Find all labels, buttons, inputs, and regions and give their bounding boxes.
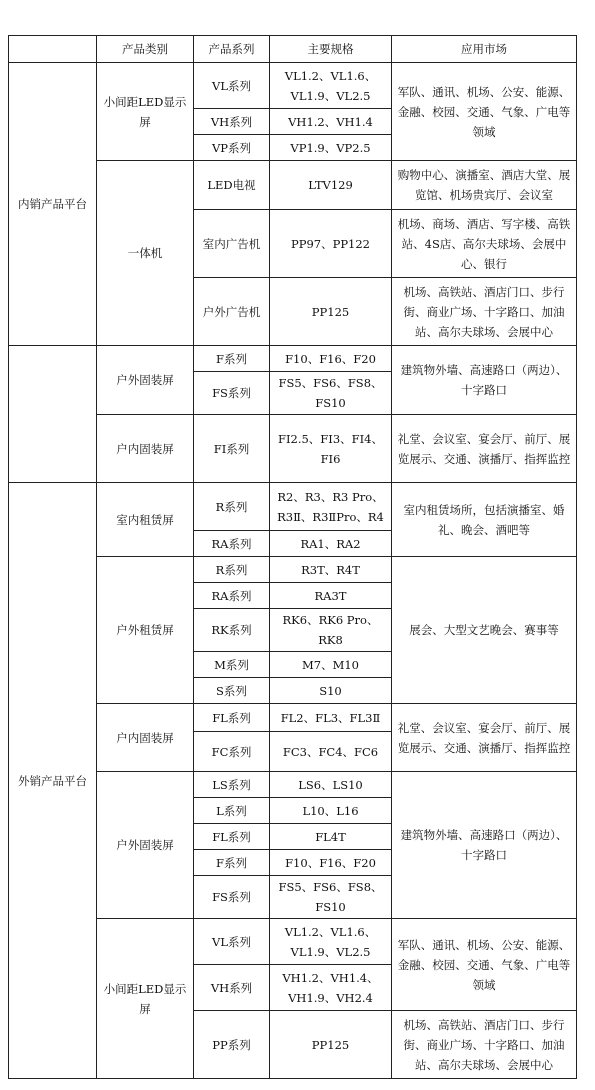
spec-cell: VL1.2、VL1.6、VL1.9、VL2.5 [270,63,392,109]
spec-cell: L10、L16 [270,798,392,824]
header-category: 产品类别 [97,36,194,63]
market-cell: 军队、通讯、机场、公安、能源、金融、校园、交通、气象、广电等领域 [392,919,577,1011]
market-cell: 机场、高铁站、酒店门口、步行街、商业广场、十字路口、加油站、高尔夫球场、会展中心 [392,278,577,346]
spec-cell: RA3T [270,583,392,609]
spec-cell: R2、R3、R3 Pro、R3Ⅱ、R3ⅡPro、R4 [270,483,392,531]
series-cell: L系列 [194,798,270,824]
table-row [9,63,577,109]
series-cell: VH系列 [194,109,270,135]
category-cell: 小间距LED显示屏 [97,919,194,1079]
spec-cell: LS6、LS10 [270,772,392,798]
series-cell: F系列 [194,850,270,876]
table-row [9,483,577,531]
market-cell: 室内租赁场所，包括演播室、婚礼、晚会、酒吧等 [392,483,577,557]
spec-cell: FS5、FS6、FS8、FS10 [270,876,392,919]
product-table [8,35,577,1079]
category-cell: 一体机 [97,161,194,346]
spec-cell: F10、F16、F20 [270,850,392,876]
header-platform [9,36,97,63]
spec-cell: LTV129 [270,161,392,210]
series-cell: LED电视 [194,161,270,210]
spec-cell: M7、M10 [270,652,392,678]
series-cell: LS系列 [194,772,270,798]
spec-cell: RA1、RA2 [270,531,392,557]
series-cell: VP系列 [194,135,270,161]
series-cell: 户外广告机 [194,278,270,346]
spec-cell: PP125 [270,1011,392,1079]
series-cell: S系列 [194,678,270,704]
spec-cell: FC3、FC4、FC6 [270,732,392,772]
series-cell: VL系列 [194,63,270,109]
category-cell: 户外固装屏 [97,772,194,919]
series-cell: R系列 [194,483,270,531]
spec-cell: PP97、PP122 [270,210,392,278]
spec-cell: S10 [270,678,392,704]
category-cell: 室内租赁屏 [97,483,194,557]
category-cell: 户外租赁屏 [97,557,194,704]
series-cell: FL系列 [194,824,270,850]
series-cell: FI系列 [194,415,270,483]
series-cell: R系列 [194,557,270,583]
table-row [9,346,577,372]
market-cell: 军队、通讯、机场、公安、能源、金融、校园、交通、气象、广电等领域 [392,63,577,161]
series-cell: 室内广告机 [194,210,270,278]
series-cell: FS系列 [194,876,270,919]
category-cell: 户外固装屏 [97,346,194,415]
series-cell: PP系列 [194,1011,270,1079]
platform-cell: 外销产品平台 [9,483,97,1079]
spec-cell: F10、F16、F20 [270,346,392,372]
series-cell: FC系列 [194,732,270,772]
market-cell: 建筑物外墙、高速路口（两边）、十字路口 [392,346,577,415]
market-cell: 机场、高铁站、酒店门口、步行街、商业广场、十字路口、加油站、高尔夫球场、会展中心 [392,1011,577,1079]
market-cell: 展会、大型文艺晚会、赛事等 [392,557,577,704]
header-market: 应用市场 [392,36,577,63]
spec-cell: FL2、FL3、FL3Ⅱ [270,704,392,732]
series-cell: RA系列 [194,583,270,609]
category-cell: 小间距LED显示屏 [97,63,194,161]
category-cell: 户内固装屏 [97,704,194,772]
series-cell: FL系列 [194,704,270,732]
header-row [9,36,577,63]
category-cell: 户内固装屏 [97,415,194,483]
series-cell: VH系列 [194,965,270,1011]
series-cell: RK系列 [194,609,270,652]
spec-cell: PP125 [270,278,392,346]
series-cell: RA系列 [194,531,270,557]
spec-cell: VL1.2、VL1.6、VL1.9、VL2.5 [270,919,392,965]
spec-cell: RK6、RK6 Pro、RK8 [270,609,392,652]
platform-cell: 内销产品平台 [9,63,97,346]
spec-cell: VH1.2、VH1.4 [270,109,392,135]
spec-cell: VH1.2、VH1.4、VH1.9、VH2.4 [270,965,392,1011]
header-series: 产品系列 [194,36,270,63]
market-cell: 礼堂、会议室、宴会厅、前厅、展览展示、交通、演播厅、指挥监控 [392,704,577,772]
series-cell: M系列 [194,652,270,678]
spec-cell: FI2.5、FI3、FI4、FI6 [270,415,392,483]
market-cell: 建筑物外墙、高速路口（两边）、十字路口 [392,772,577,919]
series-cell: F系列 [194,346,270,372]
series-cell: FS系列 [194,372,270,415]
market-cell: 机场、商场、酒店、写字楼、高铁站、4S店、高尔夫球场、会展中心、银行 [392,210,577,278]
market-cell: 购物中心、演播室、酒店大堂、展览馆、机场贵宾厅、会议室 [392,161,577,210]
spec-cell: FL4T [270,824,392,850]
platform-cell [9,346,97,483]
spec-cell: R3T、R4T [270,557,392,583]
market-cell: 礼堂、会议室、宴会厅、前厅、展览展示、交通、演播厅、指挥监控 [392,415,577,483]
header-spec: 主要规格 [270,36,392,63]
spec-cell: FS5、FS6、FS8、FS10 [270,372,392,415]
series-cell: VL系列 [194,919,270,965]
spec-cell: VP1.9、VP2.5 [270,135,392,161]
